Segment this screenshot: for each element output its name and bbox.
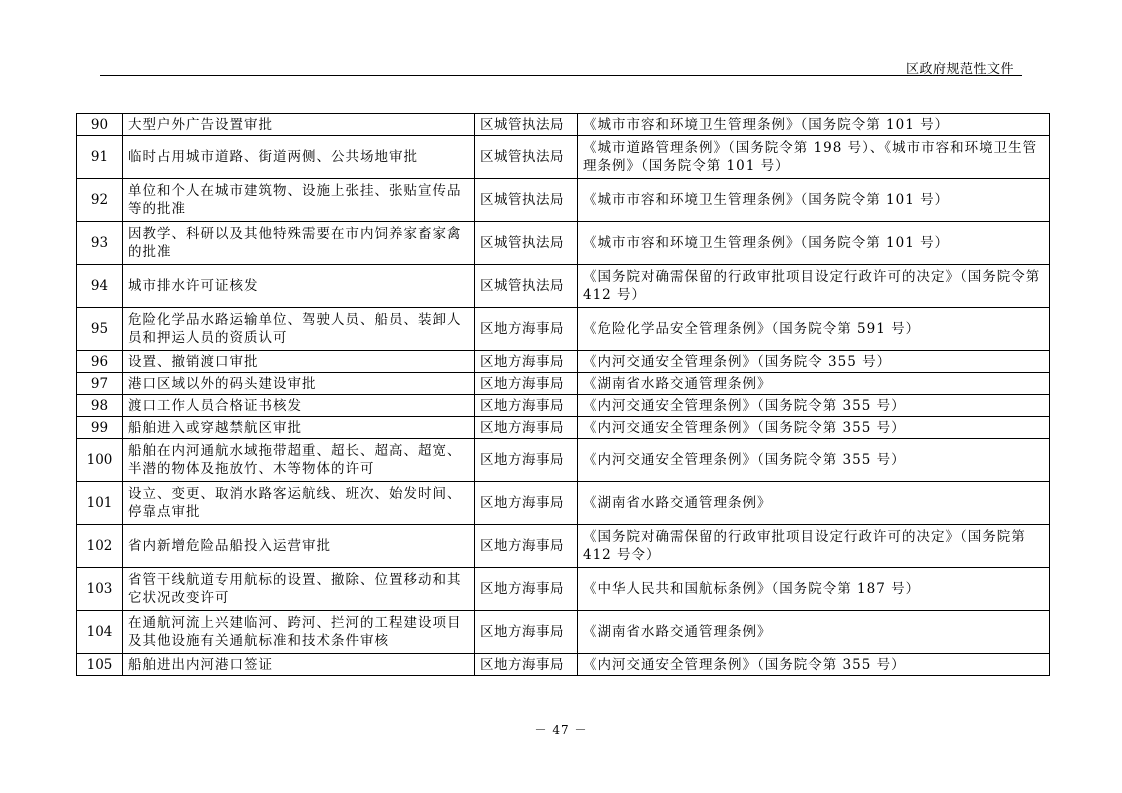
department: 区地方海事局 [475,482,578,525]
row-number: 100 [77,439,123,482]
table-row [77,114,1050,136]
legal-basis: 《湖南省水路交通管理条例》 [578,482,1050,525]
legal-basis: 《城市市容和环境卫生管理条例》（国务院令第 101 号） [578,179,1050,222]
item-name: 省内新增危险品船投入运营审批 [123,525,475,568]
table-row [77,136,1050,179]
page-number: － 47 － [534,723,588,737]
department: 区地方海事局 [475,417,578,439]
row-number: 102 [77,525,123,568]
department: 区地方海事局 [475,373,578,395]
legal-basis: 《国务院对确需保留的行政审批项目设定行政许可的决定》（国务院第 412 号令） [578,525,1050,568]
item-name: 因教学、科研以及其他特殊需要在市内饲养家畜家禽的批准 [123,222,475,265]
legal-basis: 《湖南省水路交通管理条例》 [578,611,1050,654]
approval-items-table [76,113,1050,676]
table-row [77,439,1050,482]
table-row [77,482,1050,525]
row-number: 101 [77,482,123,525]
table-row [77,351,1050,373]
item-name: 设置、撤销渡口审批 [123,351,475,373]
legal-basis: 《内河交通安全管理条例》（国务院令 355 号） [578,351,1050,373]
row-number: 93 [77,222,123,265]
department: 区城管执法局 [475,222,578,265]
legal-basis: 《内河交通安全管理条例》（国务院令第 355 号） [578,417,1050,439]
legal-basis: 《城市道路管理条例》（国务院令第 198 号）、《城市市容和环境卫生管理条例》（国务院令第 101 号） [578,136,1050,179]
row-number: 103 [77,568,123,611]
row-number: 105 [77,654,123,676]
department: 区地方海事局 [475,439,578,482]
row-number: 97 [77,373,123,395]
legal-basis: 《危险化学品安全管理条例》（国务院令第 591 号） [578,308,1050,351]
legal-basis: 《内河交通安全管理条例》（国务院令第 355 号） [578,654,1050,676]
item-name: 在通航河流上兴建临河、跨河、拦河的工程建设项目及其他设施有关通航标准和技术条件审核 [123,611,475,654]
header-rule [100,75,1022,76]
department: 区城管执法局 [475,136,578,179]
item-name: 单位和个人在城市建筑物、设施上张挂、张贴宣传品等的批准 [123,179,475,222]
table-row [77,568,1050,611]
department: 区城管执法局 [475,265,578,308]
legal-basis: 《国务院对确需保留的行政审批项目设定行政许可的决定》（国务院令第 412 号） [578,265,1050,308]
department: 区城管执法局 [475,114,578,136]
department: 区地方海事局 [475,611,578,654]
table-row [77,373,1050,395]
department: 区地方海事局 [475,351,578,373]
item-name: 船舶在内河通航水域拖带超重、超长、超高、超宽、半潜的物体及拖放竹、木等物体的许可 [123,439,475,482]
table-row [77,395,1050,417]
item-name: 港口区域以外的码头建设审批 [123,373,475,395]
table-row [77,417,1050,439]
legal-basis: 《内河交通安全管理条例》（国务院令第 355 号） [578,439,1050,482]
row-number: 92 [77,179,123,222]
row-number: 95 [77,308,123,351]
legal-basis: 《湖南省水路交通管理条例》 [578,373,1050,395]
row-number: 104 [77,611,123,654]
legal-basis: 《内河交通安全管理条例》（国务院令第 355 号） [578,395,1050,417]
table-row [77,525,1050,568]
department: 区地方海事局 [475,654,578,676]
row-number: 99 [77,417,123,439]
table-row [77,265,1050,308]
header-title: 区政府规范性文件 [905,62,1014,77]
row-number: 94 [77,265,123,308]
department: 区城管执法局 [475,179,578,222]
item-name: 设立、变更、取消水路客运航线、班次、始发时间、停靠点审批 [123,482,475,525]
table-row [77,179,1050,222]
legal-basis: 《城市市容和环境卫生管理条例》（国务院令第 101 号） [578,222,1050,265]
department: 区地方海事局 [475,395,578,417]
table-row [77,222,1050,265]
table-row [77,654,1050,676]
table-row [77,308,1050,351]
department: 区地方海事局 [475,568,578,611]
item-name: 临时占用城市道路、街道两侧、公共场地审批 [123,136,475,179]
department: 区地方海事局 [475,308,578,351]
item-name: 城市排水许可证核发 [123,265,475,308]
item-name: 危险化学品水路运输单位、驾驶人员、船员、装卸人员和押运人员的资质认可 [123,308,475,351]
row-number: 96 [77,351,123,373]
legal-basis: 《中华人民共和国航标条例》（国务院令第 187 号） [578,568,1050,611]
legal-basis: 《城市市容和环境卫生管理条例》（国务院令第 101 号） [578,114,1050,136]
item-name: 船舶进入或穿越禁航区审批 [123,417,475,439]
item-name: 大型户外广告设置审批 [123,114,475,136]
row-number: 91 [77,136,123,179]
row-number: 90 [77,114,123,136]
item-name: 船舶进出内河港口签证 [123,654,475,676]
row-number: 98 [77,395,123,417]
department: 区地方海事局 [475,525,578,568]
table-row [77,611,1050,654]
item-name: 省管干线航道专用航标的设置、撤除、位置移动和其它状况改变许可 [123,568,475,611]
item-name: 渡口工作人员合格证书核发 [123,395,475,417]
